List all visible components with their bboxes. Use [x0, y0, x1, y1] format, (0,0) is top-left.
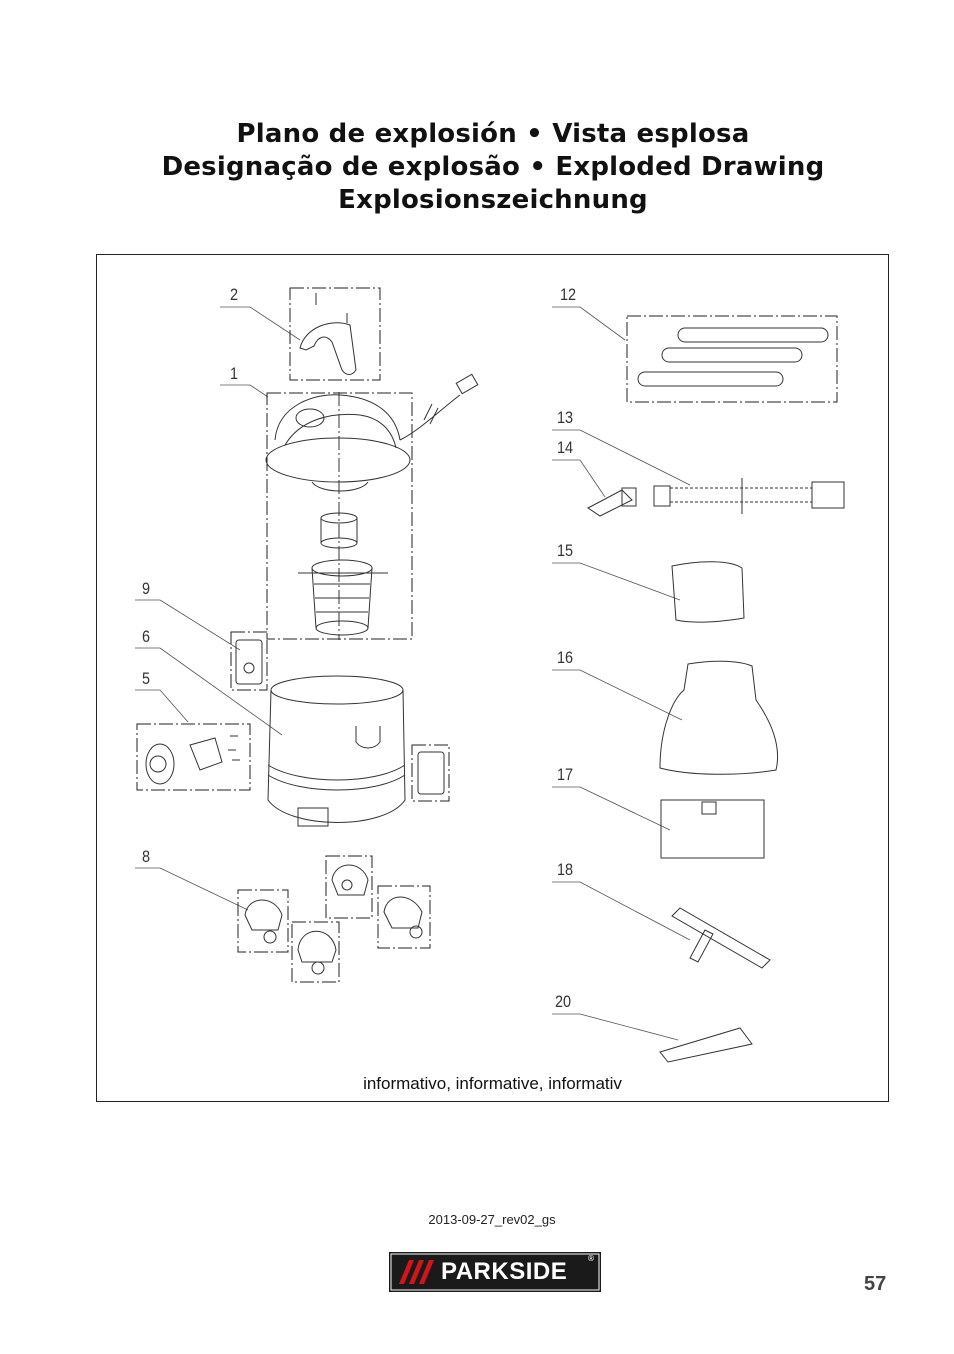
callout-8: 8 — [142, 847, 151, 866]
callout-9: 9 — [142, 579, 151, 598]
crevice-nozzle-part — [660, 1028, 752, 1062]
page-number: 57 — [864, 1273, 887, 1295]
parkside-logo — [389, 1252, 601, 1292]
callout-6: 6 — [142, 627, 151, 646]
castor-parts — [245, 865, 422, 974]
tubes-part — [638, 328, 828, 386]
filter-bag-part — [672, 562, 744, 622]
callout-1: 1 — [230, 364, 239, 383]
clip-part — [236, 640, 262, 684]
leader-lines — [135, 307, 690, 1040]
callout-20: 20 — [555, 992, 572, 1011]
drawing-caption: informativo, informative, informativ — [363, 1074, 622, 1093]
paper-bag-part — [661, 800, 764, 858]
callout-18: 18 — [557, 860, 574, 879]
registered-mark: ® — [587, 1254, 595, 1263]
callout-15: 15 — [557, 541, 574, 560]
callout-14: 14 — [557, 438, 574, 457]
callout-17: 17 — [557, 765, 574, 784]
callout-13: 13 — [557, 408, 574, 427]
title-line-3: Explosionszeichnung — [338, 185, 648, 215]
callout-12: 12 — [560, 285, 577, 304]
right-clip-part — [418, 752, 444, 794]
title-line-1: Plano de explosión • Vista esplosa — [236, 119, 750, 149]
callout-16: 16 — [557, 648, 574, 667]
tank-part — [268, 676, 405, 826]
callout-5: 5 — [142, 669, 151, 688]
title-line-2: Designação de explosão • Exploded Drawing — [161, 152, 825, 182]
part-boxes — [137, 288, 837, 982]
motor-head-part — [266, 374, 478, 640]
brand-name: PARKSIDE — [441, 1258, 568, 1285]
revision-code: 2013-09-27_rev02_gs — [428, 1212, 556, 1227]
hose-part — [588, 478, 844, 516]
handle-part — [300, 293, 356, 375]
callout-2: 2 — [230, 285, 239, 304]
intake-part — [146, 736, 240, 784]
